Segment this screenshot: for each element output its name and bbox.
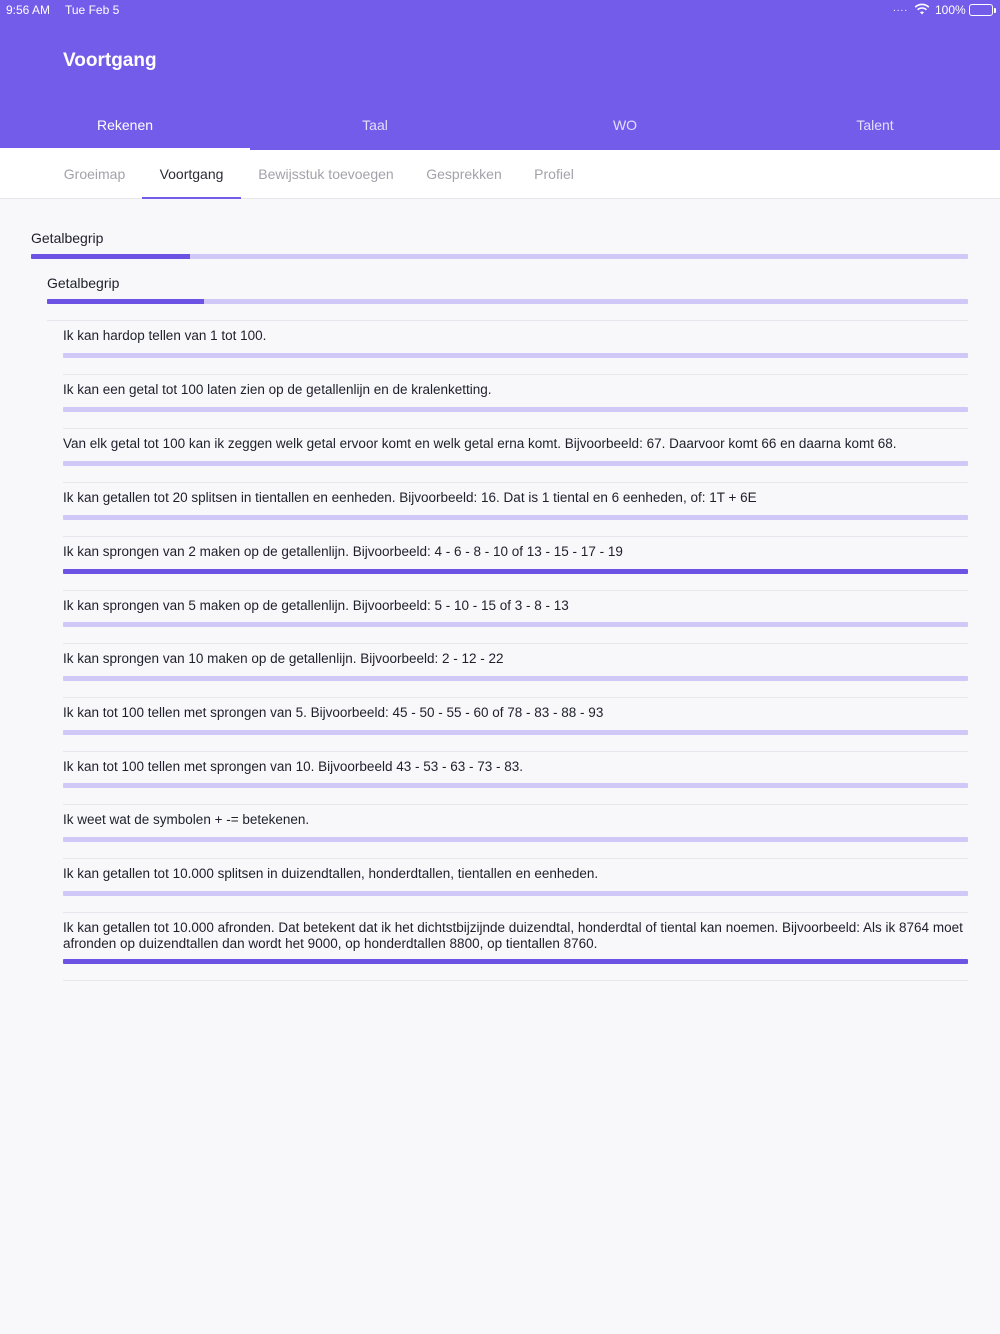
subcategory-progress-fill	[47, 299, 204, 304]
section-tabs	[0, 150, 1000, 199]
goal-divider	[63, 374, 968, 375]
tab-profiel[interactable]: Profiel	[534, 166, 574, 182]
goal-text[interactable]: Ik kan tot 100 tellen met sprongen van 5. Bijvoorbeeld: 45 - 50 - 55 - 60 of 78 - 83 - 88 - 93	[63, 705, 604, 720]
category-progress-bar	[31, 254, 968, 259]
goal-progress-bar	[63, 569, 968, 574]
goal-progress-bar	[63, 353, 968, 358]
subcategory-progress-bar	[47, 299, 968, 304]
goal-divider	[63, 482, 968, 483]
tab-rekenen[interactable]: Rekenen	[0, 100, 250, 150]
goal-text[interactable]: Van elk getal tot 100 kan ik zeggen welk getal ervoor komt en welk getal erna komt. Bijvoorbeeld: 67. Daarvoor komt 66 en daarna komt 68.	[63, 436, 897, 451]
goal-divider	[63, 428, 968, 429]
goal-divider	[63, 536, 968, 537]
battery-percentage: 100%	[935, 3, 966, 17]
goal-divider	[63, 804, 968, 805]
goal-text[interactable]: Ik kan sprongen van 2 maken op de getallenlijn. Bijvoorbeeld: 4 - 6 - 8 - 10 of 13 - 15 - 17 - 19	[63, 544, 623, 559]
goal-progress-bar	[63, 730, 968, 735]
goal-text[interactable]: Ik kan getallen tot 10.000 afronden. Dat betekent dat ik het dichtstbijzijnde duizendtal, honderdtal of tiental kan noemen. Bijvoorbeeld: Als ik 8764 moet afronden op duizendtallen dan wordt het 9000, op honderdtallen 8800, op tientallen 8760.	[63, 920, 963, 951]
goal-divider	[63, 697, 968, 698]
goal-text[interactable]: Ik kan sprongen van 10 maken op de getallenlijn. Bijvoorbeeld: 2 - 12 - 22	[63, 651, 504, 666]
goal-divider	[63, 751, 968, 752]
tab-gesprekken[interactable]: Gesprekken	[426, 166, 502, 182]
goal-text[interactable]: Ik kan tot 100 tellen met sprongen van 10. Bijvoorbeeld 43 - 53 - 63 - 73 - 83.	[63, 759, 524, 774]
tab-wo[interactable]: WO	[612, 117, 638, 133]
goal-divider	[63, 643, 968, 644]
goal-divider	[47, 320, 968, 321]
tab-taal[interactable]: Taal	[362, 117, 388, 133]
category-progress-fill	[31, 254, 190, 259]
goal-text[interactable]: Ik kan getallen tot 20 splitsen in tientallen en eenheden. Bijvoorbeeld: 16. Dat is 1 tiental en 6 eenheden, of: 1T + 6E	[63, 490, 757, 505]
goal-divider	[63, 590, 968, 591]
goal-divider	[63, 980, 968, 981]
goal-progress-fill	[63, 959, 968, 964]
app-header	[0, 0, 1000, 150]
goal-text[interactable]: Ik kan sprongen van 5 maken op de getallenlijn. Bijvoorbeeld: 5 - 10 - 15 of 3 - 8 - 13	[63, 598, 569, 613]
page-title: Voortgang	[63, 50, 157, 71]
subcategory-title[interactable]: Getalbegrip	[47, 275, 120, 291]
goal-progress-bar	[63, 891, 968, 896]
goal-progress-bar	[63, 959, 968, 964]
goal-progress-bar	[63, 461, 968, 466]
subject-tabs	[0, 100, 1000, 150]
goal-text[interactable]: Ik kan hardop tellen van 1 tot 100.	[63, 328, 267, 343]
goal-progress-bar	[63, 622, 968, 627]
wifi-icon	[914, 2, 930, 19]
status-time: 9:56 AM	[6, 3, 51, 17]
tab-bewijsstuk-toevoegen[interactable]: Bewijsstuk toevoegen	[258, 166, 394, 182]
goal-progress-bar	[63, 407, 968, 412]
goal-progress-fill	[63, 569, 968, 574]
goal-progress-bar	[63, 783, 968, 788]
goal-progress-bar	[63, 837, 968, 842]
category-title[interactable]: Getalbegrip	[31, 230, 104, 246]
goal-divider	[63, 912, 968, 913]
goal-text[interactable]: Ik kan een getal tot 100 laten zien op de getallenlijn en de kralenketting.	[63, 382, 492, 397]
goal-divider	[63, 858, 968, 859]
tab-talent[interactable]: Talent	[856, 117, 894, 133]
goal-text[interactable]: Ik weet wat de symbolen + -= betekenen.	[63, 812, 310, 827]
signal-icon: ....	[893, 3, 909, 14]
tab-voortgang[interactable]: Voortgang	[142, 150, 241, 199]
status-bar	[0, 0, 1000, 20]
goal-progress-bar	[63, 676, 968, 681]
goal-text[interactable]: Ik kan getallen tot 10.000 splitsen in duizendtallen, honderdtallen, tientallen en eenheden.	[63, 866, 599, 881]
goal-progress-bar	[63, 515, 968, 520]
status-date: Tue Feb 5	[65, 3, 120, 17]
battery-icon	[969, 4, 993, 16]
tab-groeimap[interactable]: Groeimap	[63, 166, 126, 182]
